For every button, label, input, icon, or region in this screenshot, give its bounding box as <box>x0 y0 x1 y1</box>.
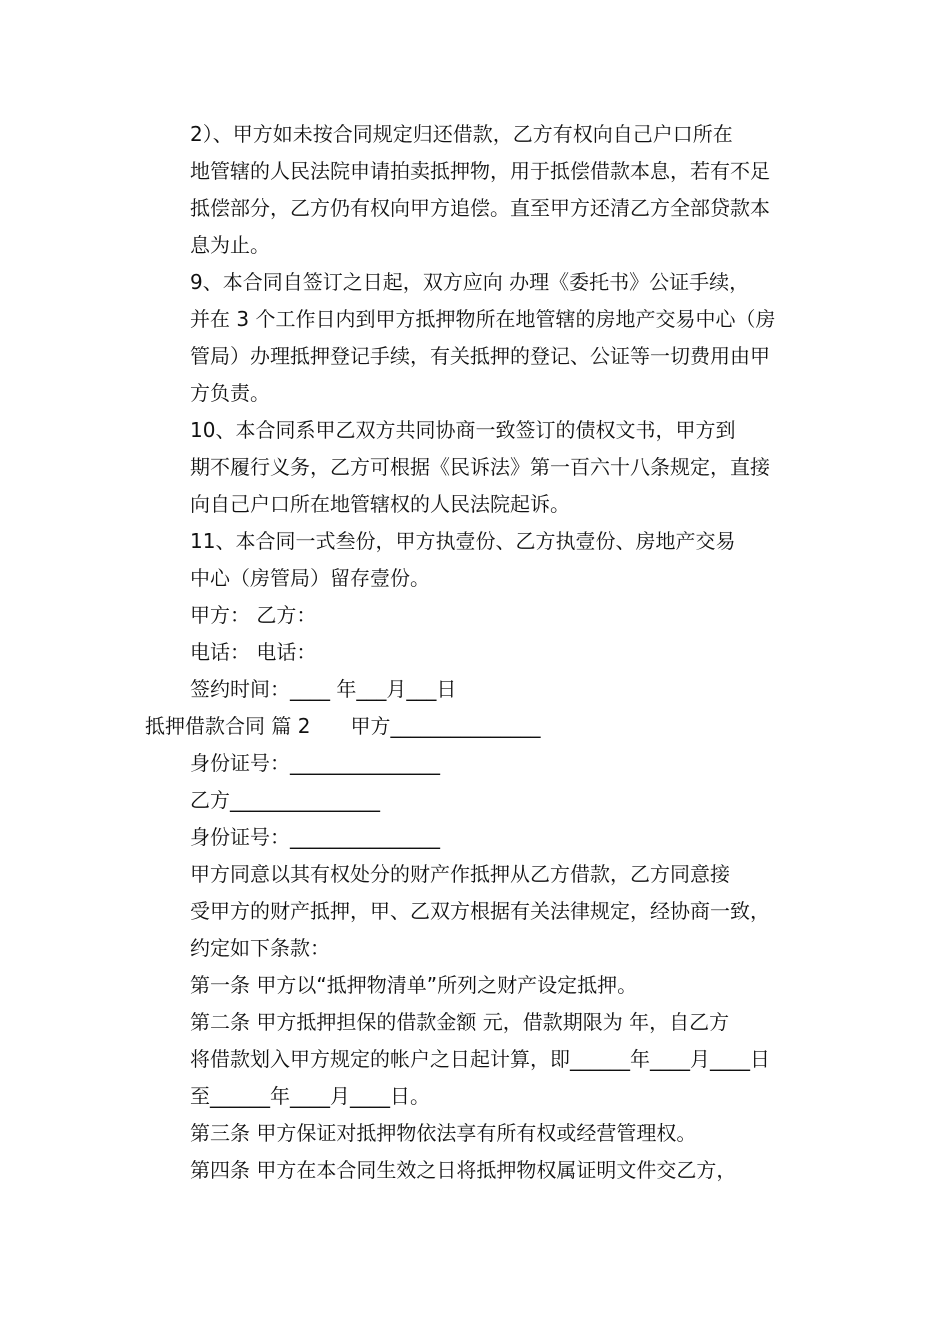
text-line: 至______年____月____日。 <box>190 1084 430 1108</box>
document-paragraph <box>145 264 810 412</box>
text-line: 10、本合同系甲乙双方共同协商一致签订的债权文书，甲方到 <box>190 418 736 442</box>
text-line: 身份证号：_______________ <box>190 751 440 775</box>
text-line: 方负责。 <box>190 381 270 405</box>
document-paragraph <box>145 597 810 634</box>
document-paragraph <box>145 967 810 1004</box>
document-paragraph <box>145 523 810 597</box>
text-line: 第一条 甲方以“抵押物清单”所列之财产设定抵押。 <box>190 973 638 997</box>
text-line: 甲方： 乙方： <box>190 603 317 627</box>
text-line: 管局）办理抵押登记手续，有关抵押的登记、公证等一切费用由甲 <box>190 344 770 368</box>
text-line: 约定如下条款： <box>190 936 330 960</box>
text-line: 身份证号：_______________ <box>190 825 440 849</box>
text-line: 受甲方的财产抵押，甲、乙双方根据有关法律规定，经协商一致， <box>190 899 770 923</box>
document-paragraph <box>145 1004 810 1115</box>
text-line: 乙方_______________ <box>190 788 380 812</box>
text-line: 签约时间：____ 年___月___日 <box>190 677 457 701</box>
text-line: 将借款划入甲方规定的帐户之日起计算，即______年____月____日 <box>190 1047 770 1071</box>
document-paragraph <box>145 1115 810 1152</box>
document-paragraph <box>145 819 810 856</box>
document-paragraph <box>145 782 810 819</box>
text-line: 第四条 甲方在本合同生效之日将抵押物权属证明文件交乙方， <box>190 1158 737 1182</box>
text-line: 11、本合同一式叁份，甲方执壹份、乙方执壹份、房地产交易 <box>190 529 736 553</box>
text-line: 抵押借款合同 篇 2 甲方_______________ <box>145 714 541 738</box>
text-line: 地管辖的人民法院申请拍卖抵押物，用于抵偿借款本息，若有不足 <box>190 159 770 183</box>
document-paragraph <box>145 412 810 523</box>
text-line: 9、本合同自签订之日起，双方应向 办理《委托书》公证手续， <box>190 270 750 294</box>
text-line: 期不履行义务，乙方可根据《民诉法》第一百六十八条规定，直接 <box>190 455 770 479</box>
text-line: 第三条 甲方保证对抵押物依法享有所有权或经营管理权。 <box>190 1121 697 1145</box>
document-paragraph <box>145 1152 810 1189</box>
text-line: 甲方同意以其有权处分的财产作抵押从乙方借款，乙方同意接 <box>190 862 730 886</box>
text-line: 电话： 电话： <box>190 640 317 664</box>
document-paragraph <box>145 745 810 782</box>
text-line: 息为止。 <box>190 233 270 257</box>
text-line: 向自己户口所在地管辖权的人民法院起诉。 <box>190 492 570 516</box>
document-body <box>145 116 810 1189</box>
text-line: 中心（房管局）留存壹份。 <box>190 566 430 590</box>
text-line: 2）、甲方如未按合同规定归还借款，乙方有权向自己户口所在 <box>190 122 733 146</box>
document-paragraph <box>145 116 810 264</box>
text-line: 并在 3 个工作日内到甲方抵押物所在地管辖的房地产交易中心（房 <box>190 307 776 331</box>
document-paragraph <box>145 634 810 671</box>
text-line: 抵偿部分，乙方仍有权向甲方追偿。直至甲方还清乙方全部贷款本 <box>190 196 770 220</box>
document-paragraph <box>145 708 810 745</box>
text-line: 第二条 甲方抵押担保的借款金额 元，借款期限为 年，自乙方 <box>190 1010 730 1034</box>
document-paragraph <box>145 671 810 708</box>
document-paragraph <box>145 856 810 967</box>
